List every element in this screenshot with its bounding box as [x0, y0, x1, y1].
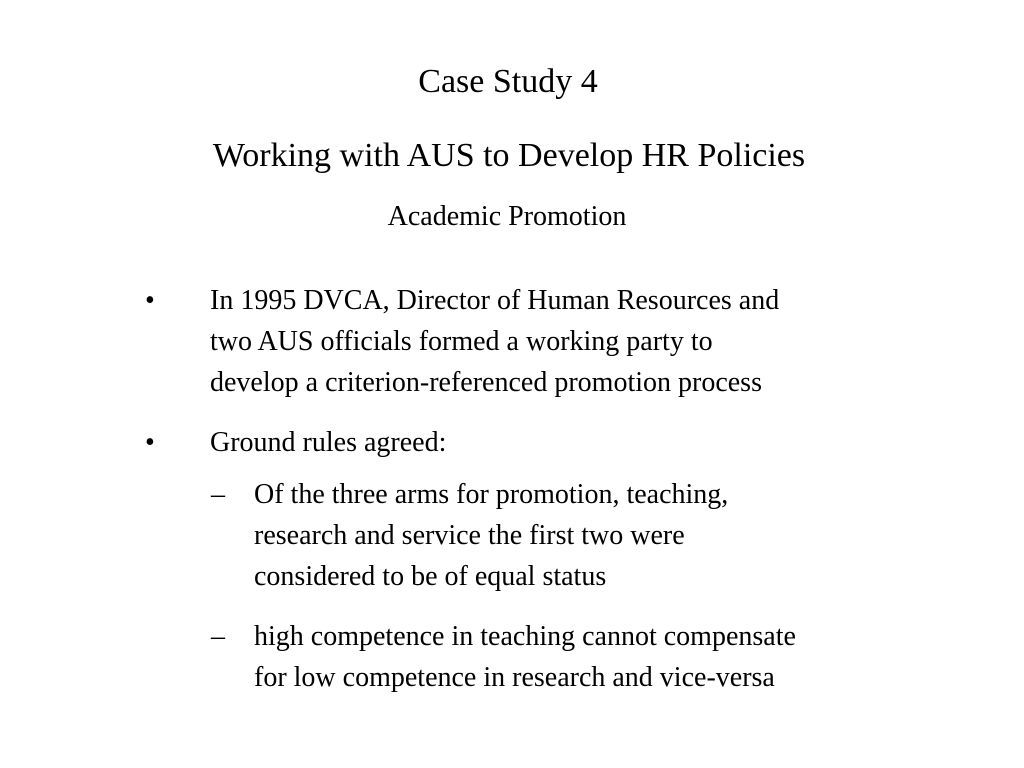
- dash-marker: –: [211, 621, 225, 652]
- bullet-text: [210, 280, 779, 403]
- bullet-text: [210, 422, 446, 463]
- bullet-line: Ground rules agreed:: [210, 427, 447, 458]
- sub-bullet-line: considered to be of equal status: [254, 561, 607, 592]
- slide-subtitle: Working with AUS to Develop HR Policies: [212, 137, 806, 174]
- sub-bullet-line: Of the three arms for promotion, teaching,: [254, 479, 729, 510]
- sub-bullet-line: high competence in teaching cannot compensate: [254, 621, 796, 652]
- bullet-line: In 1995 DVCA, Director of Human Resources and: [210, 285, 780, 316]
- bullet-marker: •: [145, 427, 155, 458]
- sub-bullet-line: for low competence in research and vice-versa: [254, 662, 775, 693]
- slide-topic: Academic Promotion: [387, 201, 627, 232]
- sub-bullet-text: [254, 616, 796, 698]
- bullet-line: develop a criterion-referenced promotion process: [210, 367, 762, 398]
- bullet-line: two AUS officials formed a working party to: [210, 326, 713, 357]
- bullet-marker: •: [145, 285, 155, 316]
- dash-marker: –: [211, 479, 225, 510]
- slide-title: Case Study 4: [418, 63, 598, 100]
- sub-bullet-text: [254, 474, 728, 597]
- sub-bullet-line: research and service the first two were: [254, 520, 685, 551]
